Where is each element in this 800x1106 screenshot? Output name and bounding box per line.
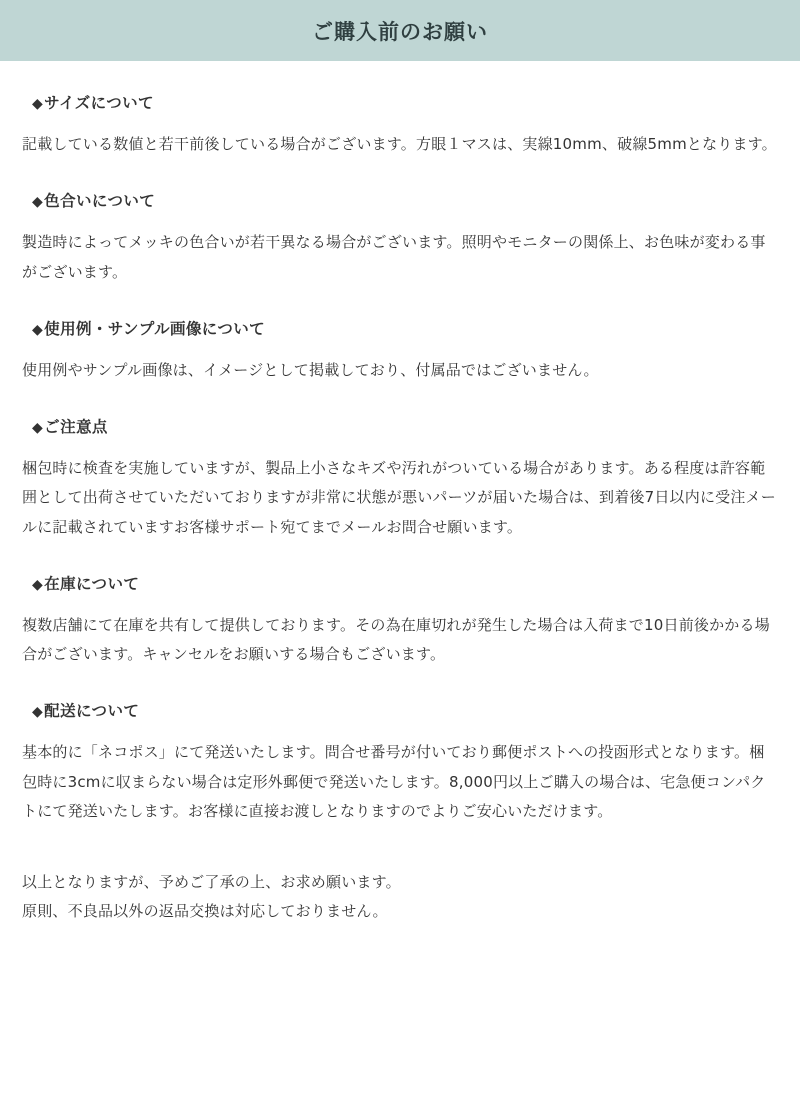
section-body-shipping: 基本的に「ネコポス」にて発送いたします。問合せ番号が付いており郵便ポストへの投函形式となります。梱包時に3cmに収まらない場合は定形外郵便で発送いたします。8,000円以上ご購入の場合は、宅急便コンパクトにて発送いたします。お客様に直接お渡しとなりますのでよりご安心いただけます。 xyxy=(22,743,766,820)
section-sample-images xyxy=(22,317,778,385)
section-color xyxy=(22,189,778,287)
diamond-bullet-icon: ◆ xyxy=(32,704,44,721)
section-body-cautions: 梱包時に検査を実施していますが、製品上小さなキズや汚れがついている場合があります。ある程度は許容範囲として出荷させていただいておりますが非常に状態が悪いパーツが届いた場合は、到着後7日以内に受注メールに記載されていますお客様サポート宛てまでメールお問合せ願います。 xyxy=(22,459,776,536)
page-header xyxy=(0,0,800,61)
section-shipping xyxy=(22,699,778,826)
section-size xyxy=(22,91,778,159)
section-heading-sample-images xyxy=(32,317,778,339)
diamond-bullet-icon: ◆ xyxy=(32,576,44,593)
section-heading-size-label: サイズについて xyxy=(44,94,154,112)
section-body-sample-images: 使用例やサンプル画像は、イメージとして掲載しており、付属品ではございません。 xyxy=(22,360,599,379)
section-stock xyxy=(22,572,778,670)
section-body-color: 製造時によってメッキの色合いが若干異なる場合がございます。照明やモニターの関係上、お色味が変わる事がございます。 xyxy=(22,233,766,281)
section-body-stock: 複数店舗にて在庫を共有して提供しております。その為在庫切れが発生した場合は入荷まで10日前後かかる場合がございます。キャンセルをお願いする場合もございます。 xyxy=(22,615,770,663)
section-heading-color xyxy=(32,189,778,211)
diamond-bullet-icon: ◆ xyxy=(32,321,44,338)
section-cautions xyxy=(22,415,778,542)
closing-line-2: 原則、不良品以外の返品交換は対応しておりません。 xyxy=(22,902,388,921)
section-heading-stock xyxy=(32,572,778,594)
closing-note xyxy=(22,868,778,927)
page-title: ご購入前のお願い xyxy=(312,19,488,44)
notice-content xyxy=(0,91,800,937)
diamond-bullet-icon: ◆ xyxy=(32,194,44,211)
diamond-bullet-icon: ◆ xyxy=(32,96,44,112)
diamond-bullet-icon: ◆ xyxy=(32,420,44,436)
section-heading-stock-label: 在庫について xyxy=(44,574,140,593)
closing-line-1: 以上となりますが、予めご了承の上、お求め願います。 xyxy=(22,873,401,891)
section-heading-sample-images-label: 使用例・サンプル画像について xyxy=(44,319,266,338)
section-heading-shipping-label: 配送について xyxy=(44,702,140,721)
section-heading-size xyxy=(32,91,778,113)
section-heading-cautions xyxy=(32,415,778,437)
section-body-size: 記載している数値と若干前後している場合がございます。方眼１マスは、実線10mm、破線5mmとなります。 xyxy=(22,135,777,153)
section-heading-color-label: 色合いについて xyxy=(44,192,156,211)
section-heading-shipping xyxy=(32,699,778,721)
section-heading-cautions-label: ご注意点 xyxy=(44,418,108,436)
